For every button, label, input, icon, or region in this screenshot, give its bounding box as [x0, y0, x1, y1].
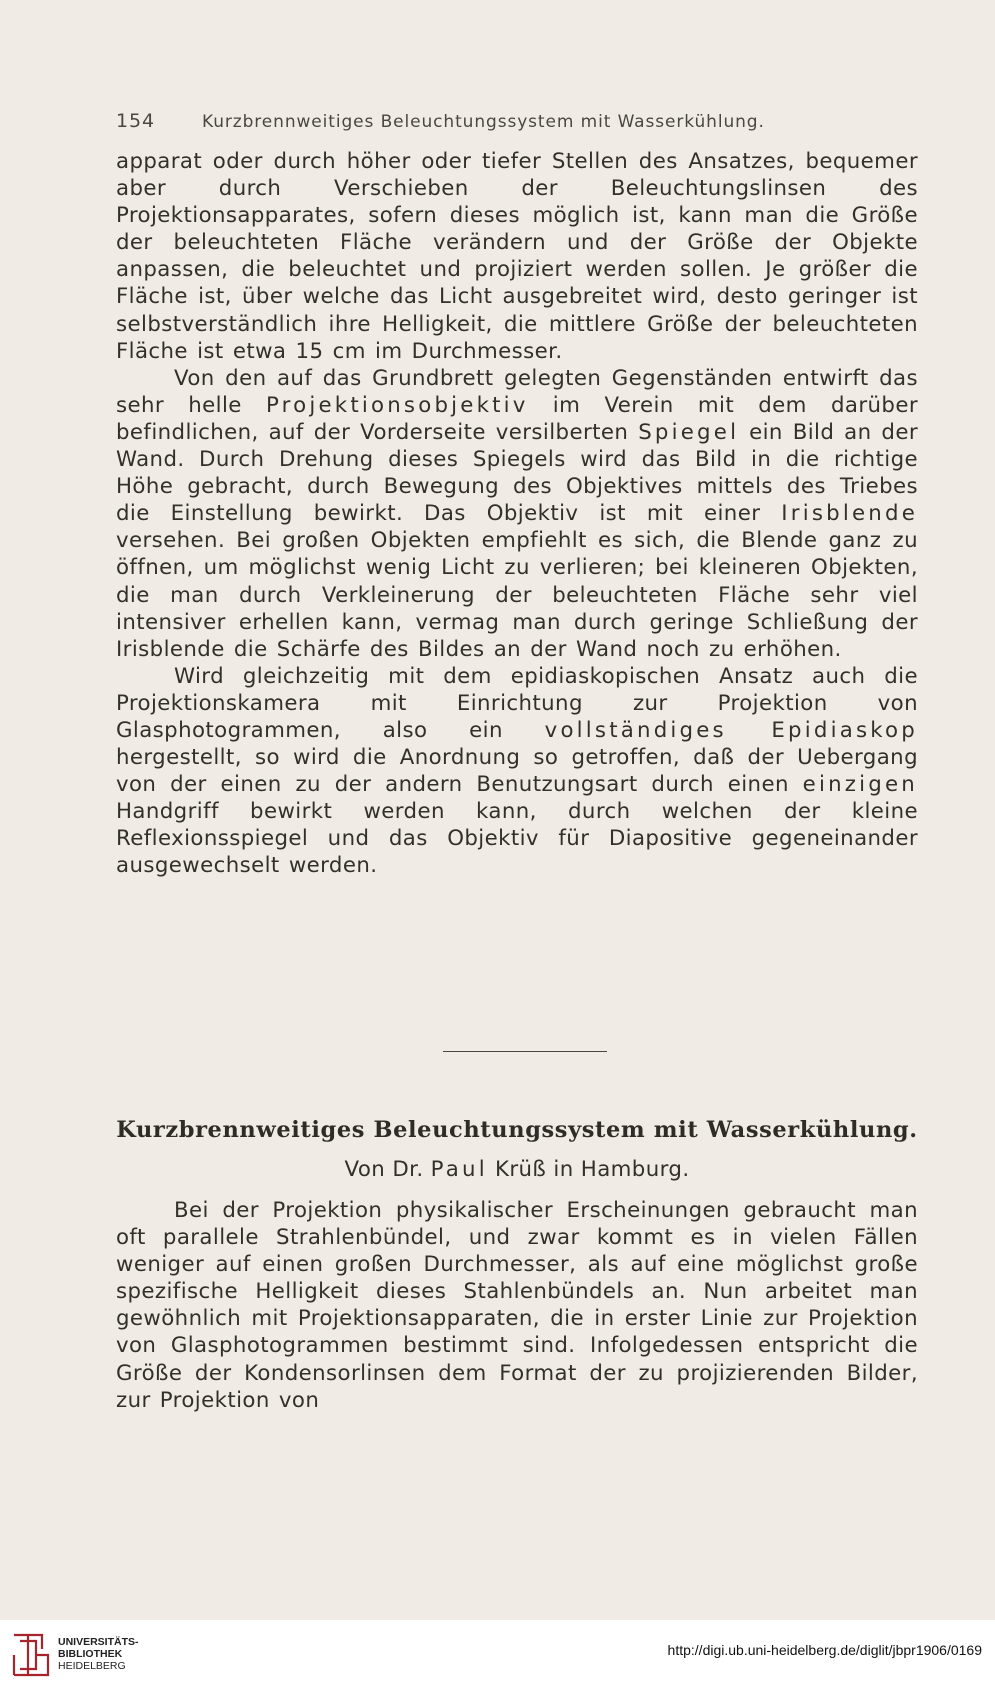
author-first-name: Paul — [430, 1157, 488, 1182]
text-run: ein Bild an der Wand. Durch Drehung dieses Spiegels wird das Bild in die richtige Höhe gebracht, durch Bewegung des Objektives mittels des Triebes die Einstellung bewirkt. Das Objektiv ist mit einer — [116, 419, 919, 527]
author-rest: Krüß in Hamburg. — [495, 1157, 690, 1182]
spaced-term: Projektionsobjektiv — [265, 392, 529, 418]
paragraph: Bei der Projektion physikalischer Erscheinungen gebraucht man oft parallele Strahlenbündel, und zwar kommt es in vielen Fällen weniger auf einen großen Durchmesser, als auf eine möglichst große spezifische Helligkeit dieses Stahlenbündels an. Nun arbeitet man gewöhnlich mit Projektionsapparaten, die in erster Linie zur Projektion von Glasphotogrammen bestimmt sind. Infolgedessen entspricht die Größe der Kondensorlinsen dem Format der zu projizierenden Bilder, zur Projektion von — [116, 1198, 918, 1413]
university-library-logo-icon — [10, 1629, 54, 1681]
spaced-term: vollständiges Epidiaskop — [544, 717, 918, 743]
spaced-term: Spiegel — [638, 419, 740, 445]
paragraph — [116, 365, 918, 663]
text-run: hergestellt, so wird die Anordnung so getroffen, daß der Uebergang von der einen zu der andern Benutzungsart durch einen — [116, 745, 918, 798]
page-number: 154 — [116, 110, 155, 132]
article-author — [116, 1157, 918, 1182]
article-body — [116, 1197, 918, 1414]
author-prefix: Von Dr. — [344, 1157, 424, 1182]
text-run: im Verein mit dem darüber befindlichen, auf der Vorderseite versilberten — [116, 392, 919, 445]
spaced-term: einzigen — [802, 772, 918, 798]
text-run: Wird gleichzeitig mit dem epidiaskopischen Ansatz auch die Projektionskamera mit Einrichtung zur Projektion von Glasphotogrammen, also ein — [116, 663, 918, 743]
article-title: Kurzbrennweitiges Beleuchtungssystem mit Wasserkühlung. — [116, 1117, 918, 1143]
running-title: Kurzbrennweitiges Beleuchtungssystem mit Wasserkühlung. — [202, 112, 765, 132]
paragraph — [116, 663, 918, 880]
institution-line: BIBLIOTHEK — [58, 1648, 123, 1660]
section-divider — [443, 1051, 607, 1052]
spaced-term: Irisblende — [781, 501, 919, 527]
source-url-link[interactable]: http://digi.ub.uni-heidelberg.de/diglit/jbpr1906/0169 — [667, 1642, 982, 1658]
institution-name — [58, 1636, 139, 1672]
institution-line: UNIVERSITÄTS- — [58, 1636, 139, 1648]
footer-bar — [0, 1620, 995, 1690]
continued-text — [116, 148, 918, 880]
running-header — [116, 110, 876, 132]
institution-line: HEIDELBERG — [58, 1660, 126, 1672]
text-run: Handgriff bewirkt werden kann, durch welchen der kleine Reflexionsspiegel und das Objektiv für Diapositive gegeneinander ausgewechselt werden. — [116, 799, 918, 879]
text-run: versehen. Bei großen Objekten empfiehlt es sich, die Blende ganz zu öffnen, um möglichst wenig Licht zu verlieren; bei kleineren Objekten, die man durch Verkleinerung der beleuchteten Fläche sehr viel intensiver erhellen kann, vermag man durch geringe Schließung der Irisblende die Schärfe des Bildes an der Wand noch zu erhöhen. — [116, 528, 918, 662]
paragraph: apparat oder durch höher oder tiefer Stellen des Ansatzes, bequemer aber durch Verschieben der Beleuchtungslinsen des Projektionsapparates, sofern dieses möglich ist, kann man die Größe der beleuchteten Fläche verändern und der Größe der Objekte anpassen, die beleuchtet und projiziert werden sollen. Je größer die Fläche ist, über welche das Licht ausgebreitet wird, desto geringer ist selbstverständlich ihre Helligkeit, die mittlere Größe der beleuchteten Fläche ist etwa 15 cm im Durchmesser. — [116, 149, 918, 364]
text-run: Von den auf das Grundbrett gelegten Gegenständen entwirft das sehr helle — [116, 365, 918, 418]
